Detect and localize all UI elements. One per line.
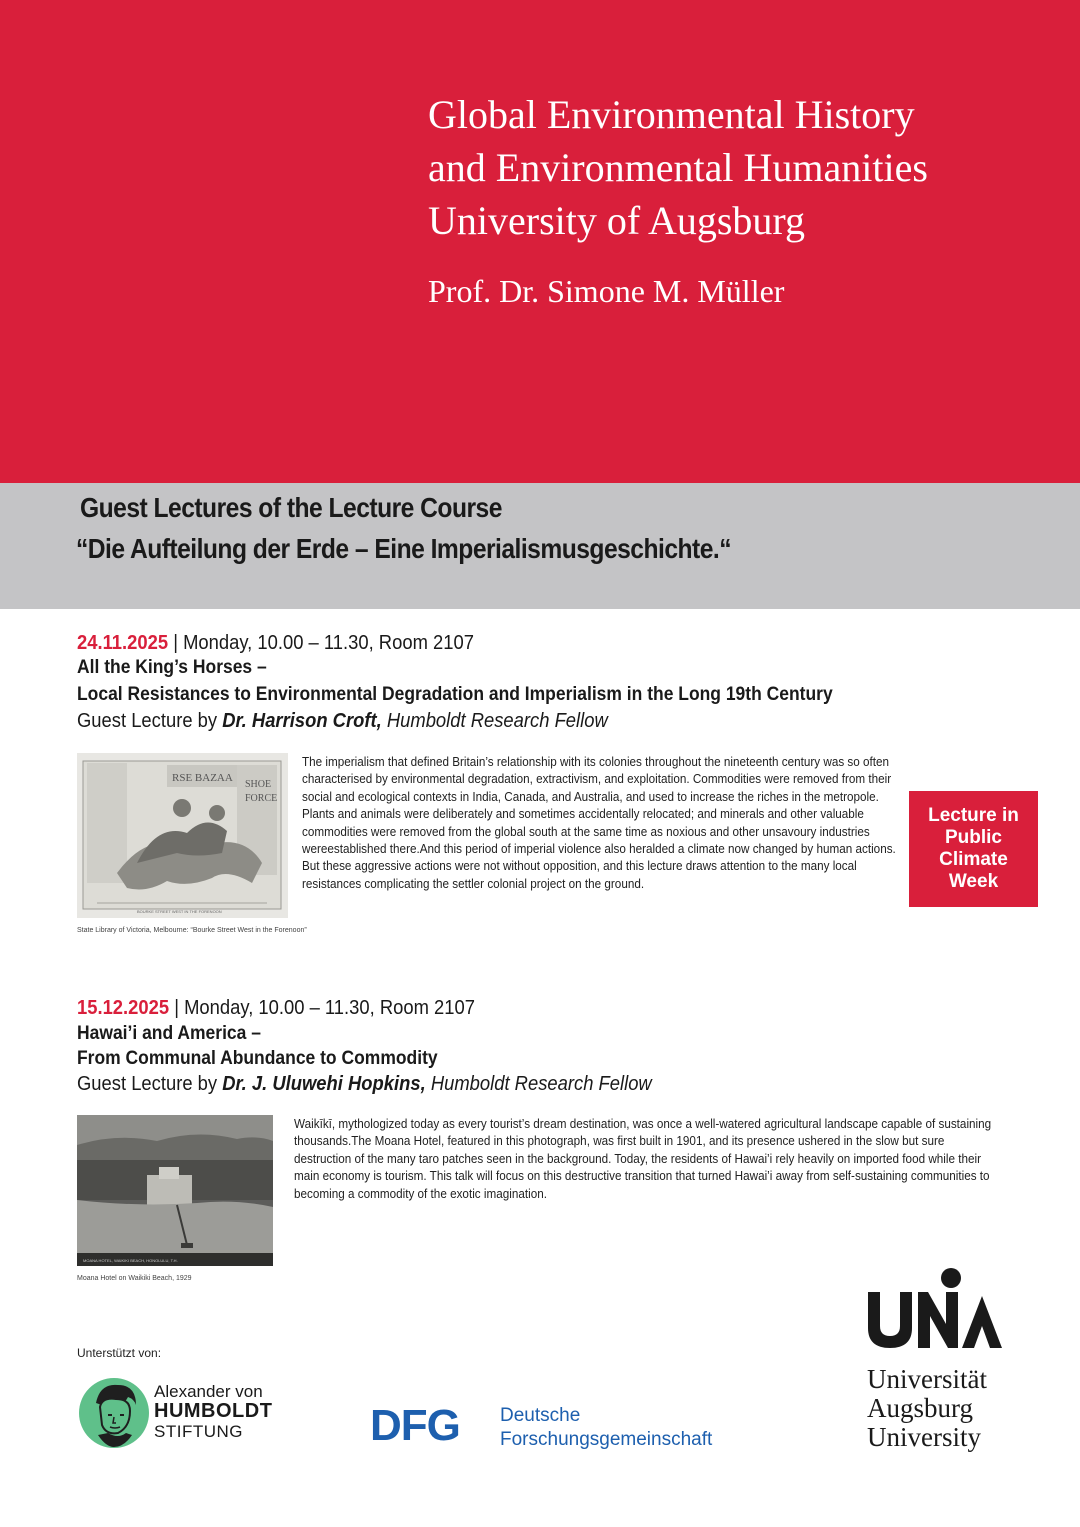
badge-line-1: Lecture in <box>928 805 1019 826</box>
event-2-speaker: Dr. J. Uluwehi Hopkins, <box>222 1073 426 1095</box>
event-2-affiliation: Humboldt Research Fellow <box>425 1073 652 1095</box>
university-line-3: University <box>867 1422 981 1452</box>
event-1-title-line-1: All the King’s Horses – <box>77 657 267 678</box>
university-logo-icon <box>866 1268 1006 1355</box>
supported-by-label: Unterstützt von: <box>77 1346 162 1360</box>
dfg-name <box>500 1404 712 1452</box>
page-title <box>428 88 1068 247</box>
humboldt-portrait-icon <box>78 1375 150 1449</box>
event-1-time-place: | Monday, 10.00 – 11.30, Room 2107 <box>168 632 474 654</box>
event-1-title-line-2: Local Resistances to Environmental Degradation and Imperialism in the Long 19th Century <box>77 684 833 705</box>
event-2-photo-caption: Moana Hotel on Waikiki Beach, 1929 <box>77 1275 192 1282</box>
event-2-abstract: Waikīkī, mythologized today as every tourist’s dream destination, was once a well-watered agricultural landscape capable of sustaining thousands.The Moana Hotel, featured in this photograph, was first built in 1901, and its presence ushered in the slow but sure destruction of the many taro patches seen in the background. Today, the residents of Hawai’i rely heavily on imported food while their main economy is tourism. This talk will focus on this destructive transition that turned Hawai’i away from self-sustaining communities to becoming a commodity of the exotic imagination. <box>294 1116 992 1201</box>
svg-text:RSE BAZAA: RSE BAZAA <box>172 772 233 784</box>
course-title: “Die Aufteilung der Erde – Eine Imperialismusgeschichte.“ <box>76 533 731 564</box>
title-line-1: Global Environmental History <box>428 92 915 137</box>
humboldt-logo <box>78 1373 298 1453</box>
svg-text:SHOE: SHOE <box>245 779 272 790</box>
event-2-time-place: | Monday, 10.00 – 11.30, Room 2107 <box>169 997 475 1019</box>
svg-text:BOURKE STREET WEST IN THE FORE: BOURKE STREET WEST IN THE FORENOON <box>137 909 222 914</box>
event-1-date: 24.11.2025 <box>77 632 169 654</box>
university-name <box>867 1365 987 1452</box>
svg-text:MOANA HOTEL, WAIKIKI BEACH, HO: MOANA HOTEL, WAIKIKI BEACH, HONOLULU, T.H. <box>83 1258 178 1263</box>
event-1-speaker: Dr. Harrison Croft, <box>222 710 382 732</box>
professor-name: Prof. Dr. Simone M. Müller <box>428 273 785 309</box>
event-2-by-prefix: Guest Lecture by <box>77 1073 223 1095</box>
event-2-title-line-1: Hawai’i and America – <box>77 1023 261 1044</box>
event-2-title-line-2: From Communal Abundance to Commodity <box>77 1048 438 1069</box>
event-1-speaker-line <box>77 710 608 733</box>
badge-line-4: Week <box>948 871 999 892</box>
badge-line-2: Public <box>944 827 1002 848</box>
event-2-photo <box>77 1115 273 1266</box>
event-2-datetime <box>77 997 475 1020</box>
event-2-speaker-line <box>77 1073 652 1096</box>
dfg-line-1: Deutsche <box>500 1405 581 1426</box>
university-line-1: Universität <box>867 1364 987 1394</box>
event-1-photo <box>77 753 288 918</box>
university-line-2: Augsburg <box>867 1393 974 1423</box>
event-1-by-prefix: Guest Lecture by <box>77 710 223 732</box>
dfg-logo <box>370 1404 486 1449</box>
event-1-affiliation: Humboldt Research Fellow <box>381 710 608 732</box>
humboldt-line-3: STIFTUNG <box>154 1422 243 1441</box>
dfg-line-2: Forschungsgemeinschaft <box>500 1429 713 1450</box>
svg-text:FORCE: FORCE <box>245 793 278 804</box>
event-1-abstract: The imperialism that defined Britain’s relationship with its colonies throughout the nineteenth century was so often characterised by environmental degradation, extractivism, and exploitation. Commodities were removed from their social and ecological contexts in India, Canada, and Australia, and used to increase the riches in the metropole. Plants and animals were deliberately and sometimes accidentally relocated; and minerals and other valuable commodities were removed from the global south at the same time as noxious and other unsavoury industries wereestablished there.And this period of imperial violence also heralded a climate now changed by human actions. But these aggressive actions were not without opposition, and this lecture draws attention to the many local resistances complicating the settler colonial project on the ground. <box>302 754 896 891</box>
event-2-date: 15.12.2025 <box>77 997 170 1019</box>
badge-line-3: Climate <box>939 849 1008 870</box>
course-subtitle: Guest Lectures of the Lecture Course <box>80 492 502 523</box>
title-line-3: University of Augsburg <box>428 198 806 243</box>
humboldt-line-1: Alexander von <box>154 1382 263 1401</box>
climate-week-badge <box>909 791 1038 907</box>
humboldt-line-2: HUMBOLDT <box>154 1400 273 1422</box>
event-1-datetime <box>77 632 474 655</box>
dfg-logo-mark: DFG <box>370 1404 460 1444</box>
title-line-2: and Environmental Humanities <box>428 145 928 190</box>
event-1-photo-caption: State Library of Victoria, Melbourne: “Bourke Street West in the Forenoon” <box>77 927 307 934</box>
